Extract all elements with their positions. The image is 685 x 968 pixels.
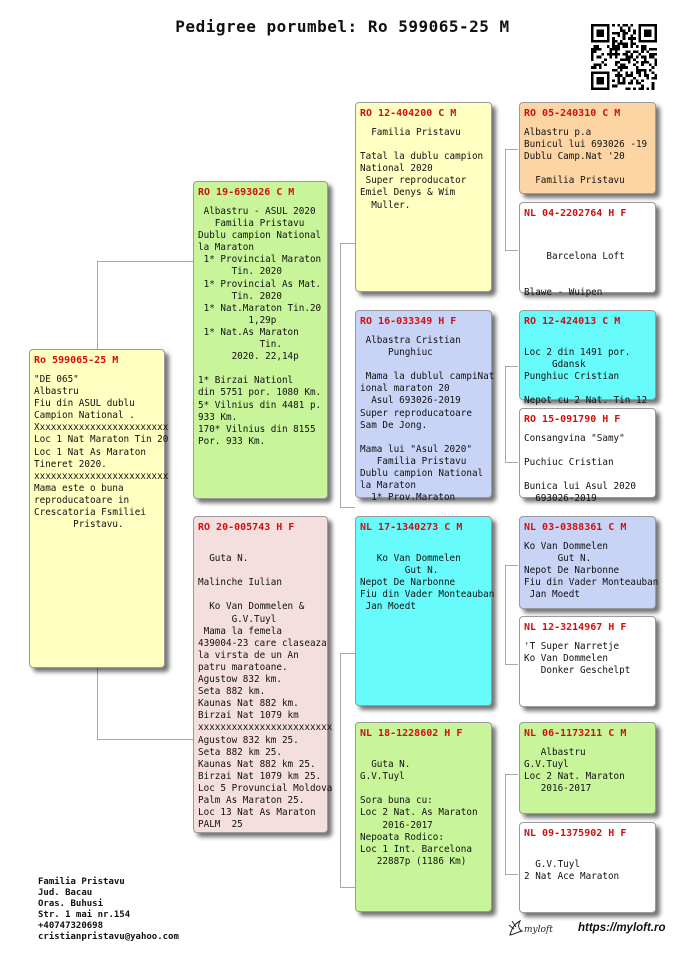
pigeon-details: Ko Van Dommelen Gut N. Nepot De Narbonne Fiu din Vader Monteauban Jan Moedt xyxy=(360,553,495,613)
pigeon-details: Albastru - ASUL 2020 Familia Pristavu Dublu campion National la Maraton 1* Provincial Maraton Tin. 2020 1* Provincial As Mat. Tin. 2020 1* Nat.Maraton Tin.20 1,29p 1* Nat.As Maraton Tin. 2020. 22,14p 1* Birzai Nationl din 5751 por. 1080 Km. 5* Vilnius din 4481 p. 933 Km. 170* Vilnius din 8155 Por. 933 Km. xyxy=(198,206,322,447)
myloft-logo xyxy=(506,915,568,941)
connector-line xyxy=(505,366,518,367)
great-grandparent-card-2[interactable] xyxy=(519,202,656,299)
pigeon-details: Consangvina "Samy" Puchiuc Cristian Bunica lui Asul 2020 693026-2019 xyxy=(524,433,636,505)
granddam-paternal-card[interactable] xyxy=(355,310,495,504)
ring-number: RO 20-005743 H F xyxy=(198,522,295,533)
ring-number: RO 16-033349 H F xyxy=(360,316,457,327)
connector-line xyxy=(505,149,518,150)
connector-line xyxy=(97,261,193,262)
ring-number: RO 19-693026 C M xyxy=(198,187,295,198)
svg-text:myloft: myloft xyxy=(524,925,553,935)
connector-line xyxy=(505,250,518,251)
grandsire-paternal-card[interactable] xyxy=(355,102,492,292)
pigeon-details: G.V.Tuyl 2 Nat Ace Maraton xyxy=(524,859,620,883)
website-link[interactable]: https://myloft.ro xyxy=(578,922,666,934)
ring-number: Ro 599065-25 M xyxy=(34,355,119,366)
owner-contact: Familia Pristavu Jud. Bacau Oras. Buhusi Str. 1 mai nr.154 +40747320698 cristianpristavu@yahoo.com xyxy=(38,877,179,943)
pigeon-details: Albastru G.V.Tuyl Loc 2 Nat. Maraton 2016-2017 xyxy=(524,747,625,795)
connector-line xyxy=(340,887,355,888)
connector-line xyxy=(340,653,355,654)
connector-line xyxy=(505,774,518,775)
pigeon-details: Albastru p.a Bunicul lui 693026 -19 Dublu Camp.Nat '20 Familia Pristavu xyxy=(524,127,648,187)
granddam-maternal-card[interactable] xyxy=(355,722,492,912)
ring-number: RO 05-240310 C M xyxy=(524,108,621,119)
great-grandparent-card-7[interactable] xyxy=(519,722,656,814)
ring-number: RO 12-404200 C M xyxy=(360,108,457,119)
ring-number: NL 04-2202764 H F xyxy=(524,208,627,219)
connector-line xyxy=(505,366,506,463)
pigeon-details: Guta N. Malinche Iulian Ko Van Dommelen & G.V.Tuyl Mama la femela 439004-23 care claseaza la virsta de un An patru maratoane. Agustow 832 km. Seta 882 km. Kaunas Nat 882 km. Birzai Nat 1079 km xxxxxxxxxxxxxxxxxxxxxxxx Agustow 832 km 25. Seta 882 km 25. Kaunas Nat 882 km 25. Birzai Nat 1079 km 25. Loc 5 Provuncial Moldova Palm As Maraton 25. Loc 13 Nat As Maraton PALM 25 xyxy=(198,553,333,831)
sire-card[interactable] xyxy=(193,181,328,499)
connector-line xyxy=(340,243,341,508)
pigeon-details: "DE 065" Albastru Fiu din ASUL dublu Campion National . Xxxxxxxxxxxxxxxxxxxxxxxx Loc 1 Nat Maraton Tin 20 Loc 1 Nat As Maraton Tineret 2020. xxxxxxxxxxxxxxxxxxxxxxxx Mama este o buna reproducatoare in Crescatoria Fsmiliei Pristavu. xyxy=(34,374,169,531)
connector-line xyxy=(505,149,506,251)
pigeon-details: Barcelona Loft Blawe - Wuipen xyxy=(524,251,625,299)
ring-number: RO 12-424013 C M xyxy=(524,316,621,327)
connector-line xyxy=(340,507,355,508)
ring-number: NL 18-1228602 H F xyxy=(360,728,463,739)
great-grandparent-card-8[interactable] xyxy=(519,822,656,913)
connector-line xyxy=(97,261,98,349)
connector-line xyxy=(97,739,193,740)
connector-line xyxy=(505,774,506,875)
great-grandparent-card-5[interactable] xyxy=(519,516,659,609)
pigeon-details: Familia Pristavu Tatal la dublu campion National 2020 Super reproducator Emiel Denys & Wim Muller. xyxy=(360,127,484,211)
ring-number: NL 12-3214967 H F xyxy=(524,622,627,633)
qr-code-icon xyxy=(591,24,657,90)
pigeon-details: Ko Van Dommelen Gut N. Nepot De Narbonne Fiu din Vader Monteauban Jan Moedt xyxy=(524,541,659,601)
great-grandparent-card-3[interactable] xyxy=(519,310,656,407)
pigeon-details: Guta N. G.V.Tuyl Sora buna cu: Loc 2 Nat. As Maraton 2016-2017 Nepoata Rodico: Loc 1 Int. Barcelona 22887p (1186 Km) xyxy=(360,759,478,867)
grandsire-maternal-card[interactable] xyxy=(355,516,495,706)
connector-line xyxy=(505,664,518,665)
ring-number: NL 06-1173211 C M xyxy=(524,728,627,739)
connector-line xyxy=(505,565,518,566)
great-grandparent-card-6[interactable] xyxy=(519,616,656,707)
ring-number: NL 17-1340273 C M xyxy=(360,522,463,533)
connector-line xyxy=(505,565,506,665)
page-title: Pedigree porumbel: Ro 599065-25 M xyxy=(175,17,510,36)
connector-line xyxy=(340,243,355,244)
connector-line xyxy=(505,462,518,463)
connector-line xyxy=(97,667,98,739)
ring-number: NL 09-1375902 H F xyxy=(524,828,627,839)
pigeon-details: 'T Super Narretje Ko Van Dommelen Donker Geschelpt xyxy=(524,641,631,677)
connector-line xyxy=(340,653,341,888)
great-grandparent-card-1[interactable] xyxy=(519,102,656,194)
ring-number: RO 15-091790 H F xyxy=(524,414,621,425)
subject-card[interactable] xyxy=(29,349,169,668)
connector-line xyxy=(505,874,518,875)
ring-number: NL 03-0388361 C M xyxy=(524,522,627,533)
great-grandparent-card-4[interactable] xyxy=(519,408,656,505)
pigeon-details: Loc 2 din 1491 por. Gdansk Punghiuc Cristian Nepot cu 2 Nat. Tin 12 xyxy=(524,347,648,407)
pigeon-details: Albastra Cristian Punghiuc Mama la dublul campiNat ional maraton 20 Asul 693026-2019 Super reproducatoare Sam De Jong. Mama lui "Asul 2020" Familia Pristavu Dublu campion National la Maraton 1* Prov.Maraton xyxy=(360,335,495,504)
dam-card[interactable] xyxy=(193,516,333,833)
